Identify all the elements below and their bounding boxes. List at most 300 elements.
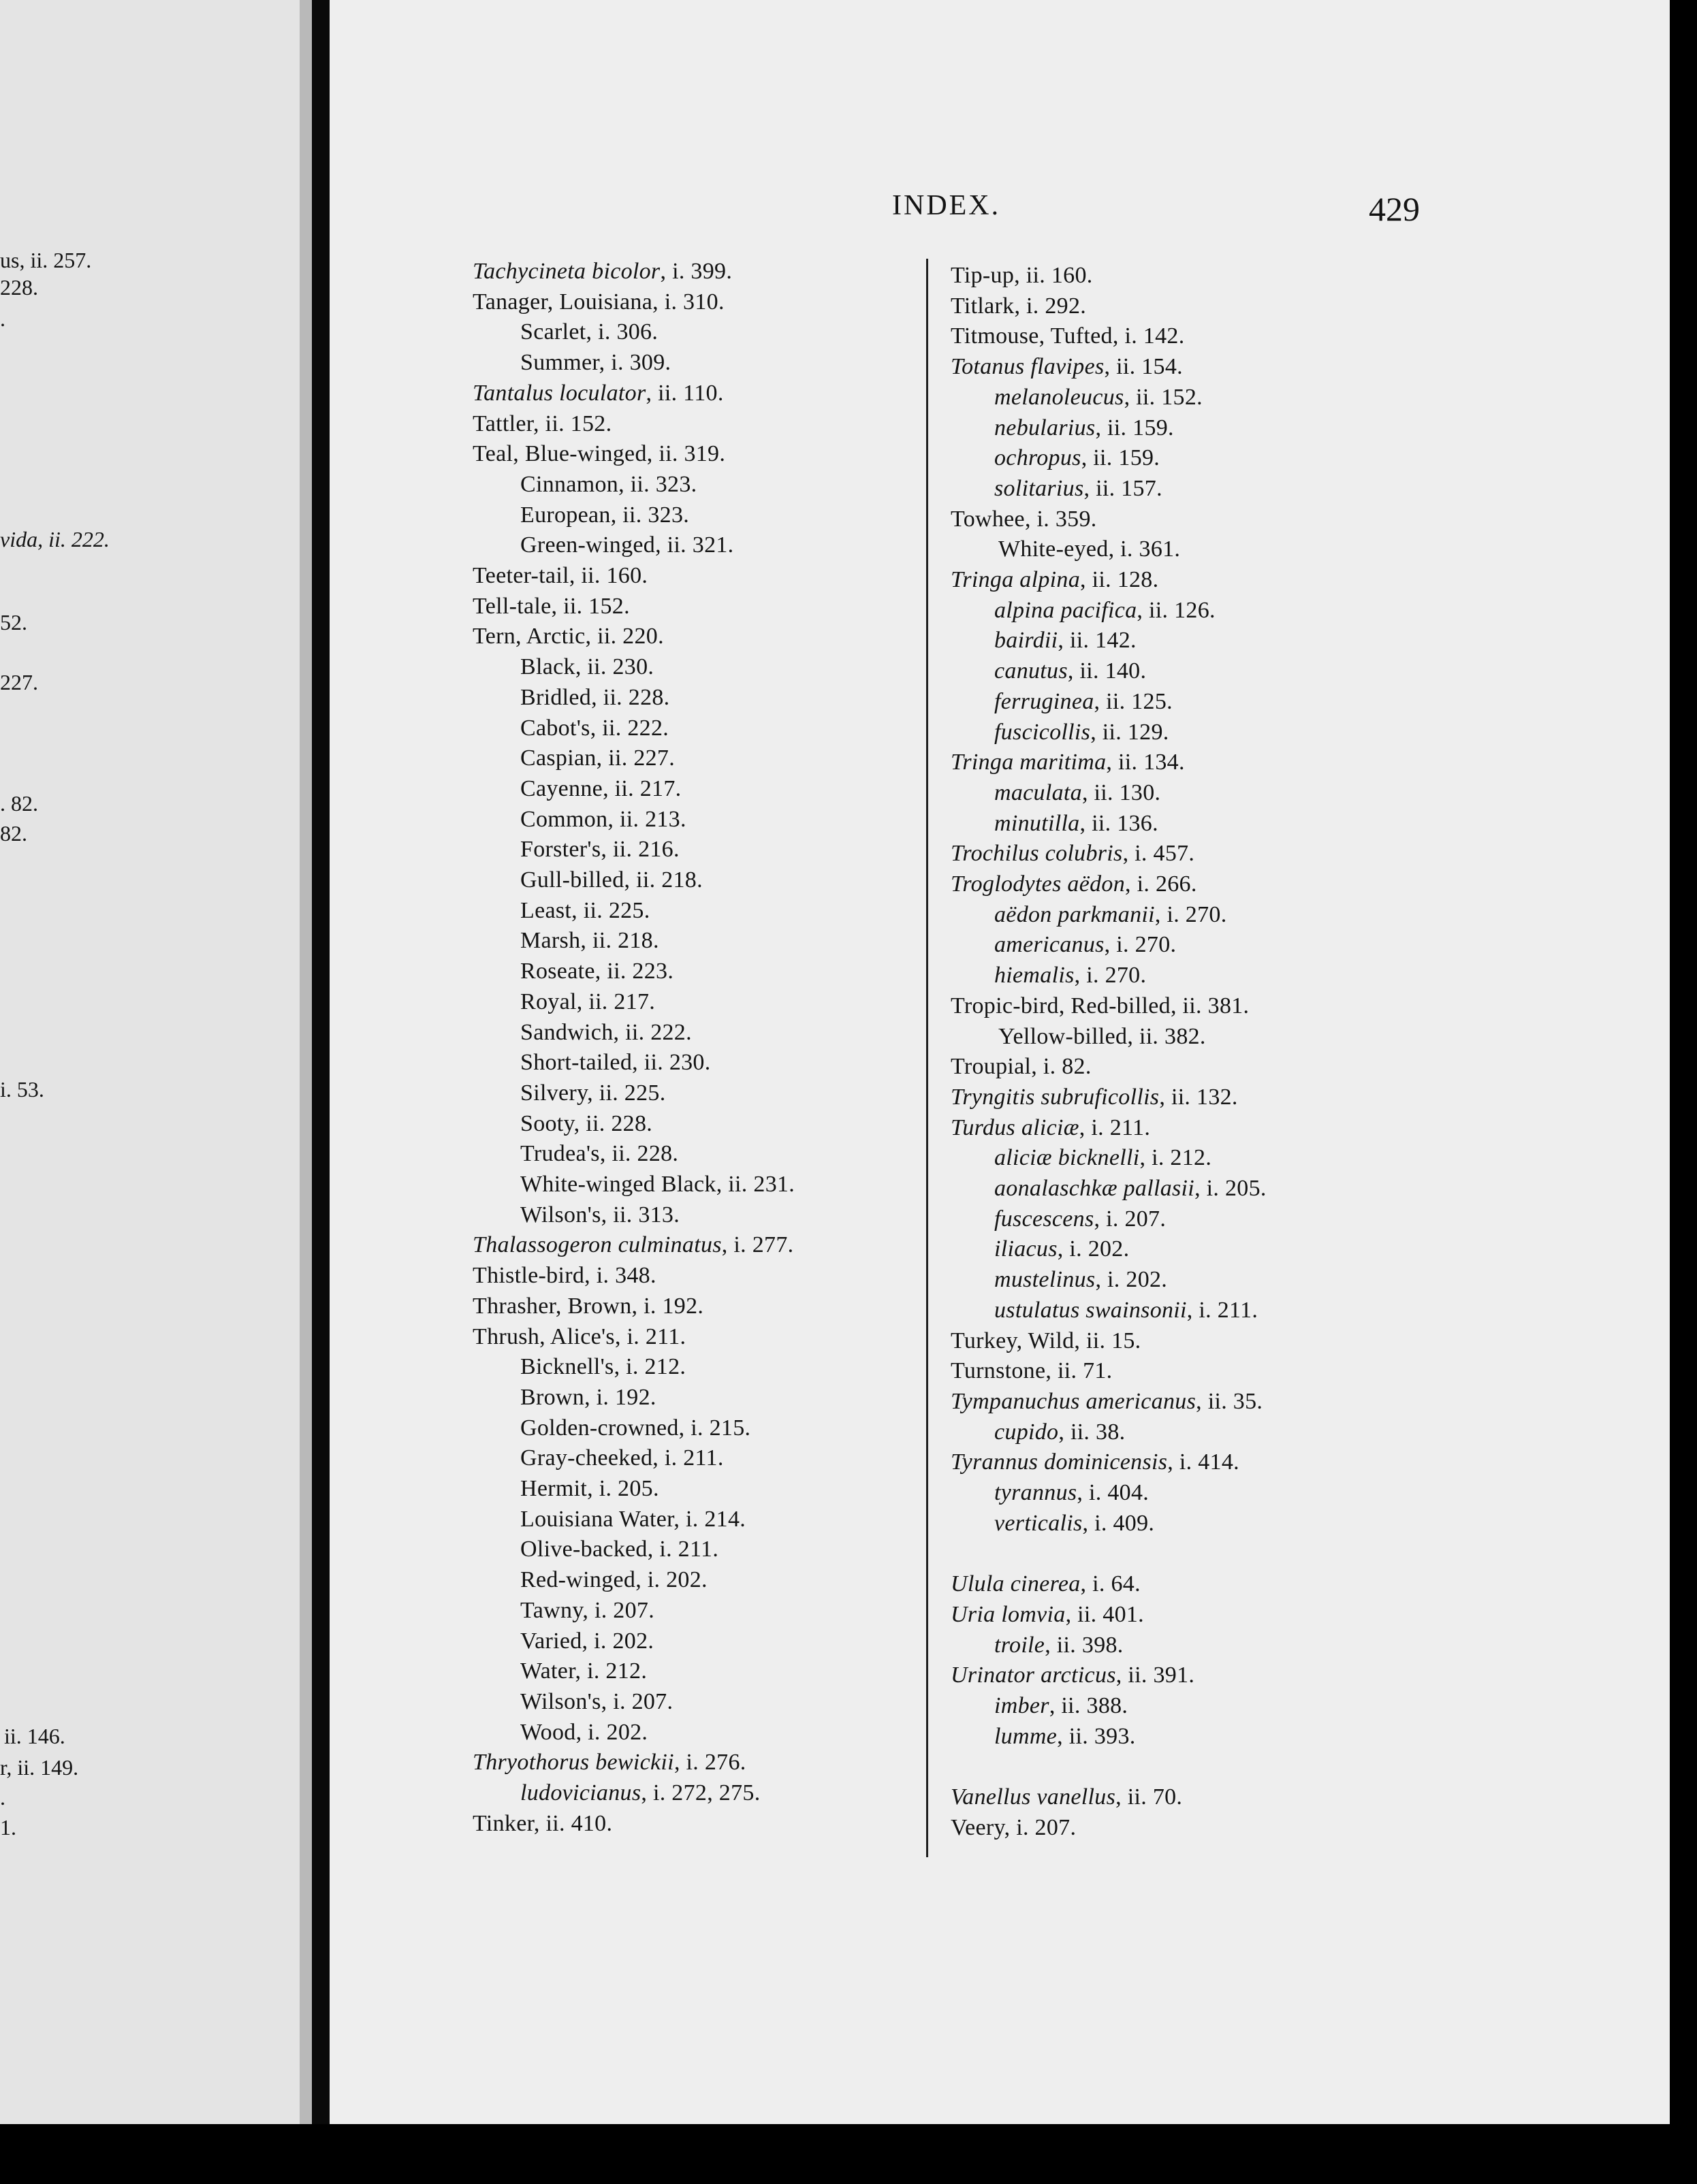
right-page	[330, 0, 1670, 2124]
index-entry	[473, 440, 725, 468]
index-entry-ref: , ii. 217.	[576, 989, 656, 1014]
index-entry-name: Tern, Arctic	[473, 624, 586, 649]
index-entry-name: Bicknell's	[520, 1354, 614, 1380]
index-entry	[994, 1296, 1258, 1325]
index-entry-name: Cinnamon	[520, 471, 619, 497]
index-entry-ref: , ii. 225.	[571, 897, 650, 923]
index-entry-ref: , ii. 323.	[618, 471, 697, 497]
index-entry-name: Turkey, Wild	[951, 1328, 1075, 1353]
index-entry-ref: , ii. 110.	[646, 380, 724, 406]
index-entry-ref: , ii. 228.	[599, 1141, 679, 1167]
index-entry-name: Ulula cinerea	[951, 1571, 1081, 1597]
index-entry-name: nebularius	[994, 415, 1096, 440]
left-page-fragment: r, ii. 149.	[0, 1755, 79, 1780]
index-entry	[520, 1444, 724, 1473]
index-entry	[520, 1779, 761, 1808]
gutter	[312, 0, 330, 2124]
index-entry-name: Tryngitis subruficollis	[951, 1084, 1160, 1110]
index-entry	[520, 1048, 711, 1077]
index-entry	[520, 1566, 708, 1594]
index-entry-ref: , i. 276.	[673, 1750, 746, 1776]
index-entry	[520, 957, 673, 986]
index-entry	[951, 353, 1183, 381]
index-entry-ref: , ii. 230.	[575, 654, 654, 680]
index-entry	[998, 535, 1180, 564]
index-entry-name: Louisiana Water	[520, 1506, 674, 1532]
index-entry-ref: , ii. 152.	[551, 593, 630, 619]
index-entry-ref: , i. 212.	[614, 1354, 686, 1380]
index-entry	[473, 1231, 793, 1259]
index-entry	[520, 1201, 680, 1230]
index-entry-name: fuscescens	[994, 1206, 1094, 1232]
left-page	[0, 0, 306, 2124]
index-entry-name: Tachycineta bicolor	[473, 259, 661, 284]
index-entry-ref: , ii. 160.	[1014, 263, 1093, 288]
index-entry	[994, 688, 1173, 716]
index-entry	[473, 1748, 746, 1777]
index-entry	[520, 470, 697, 499]
index-entry-name: Sooty	[520, 1110, 574, 1136]
index-entry	[520, 897, 650, 925]
index-entry-ref: , i. 192.	[584, 1384, 656, 1410]
index-entry-name: Roseate	[520, 959, 595, 984]
index-entry-name: Wilson's	[520, 1202, 601, 1227]
column-divider	[926, 259, 928, 1857]
index-entry-name: Black	[520, 654, 575, 680]
index-entry	[951, 748, 1185, 777]
index-entry	[951, 1083, 1238, 1112]
index-entry	[520, 1353, 686, 1381]
index-entry-ref: , i. 211.	[614, 1323, 686, 1349]
index-entry-name: fuscicollis	[994, 719, 1091, 745]
index-entry	[520, 805, 686, 834]
index-entry	[473, 1262, 656, 1290]
index-entry-name: Thryothorus bewickii	[473, 1750, 674, 1776]
index-entry-ref: , ii. 391.	[1115, 1663, 1195, 1688]
index-entry-ref: , i. 215.	[678, 1415, 751, 1441]
index-entry-ref: , ii. 222.	[613, 1019, 692, 1045]
index-entry-ref: , ii. 159.	[1095, 415, 1174, 440]
index-entry-ref: , ii. 401.	[1065, 1601, 1144, 1627]
index-entry	[994, 779, 1160, 807]
index-entry-name: Tip-up	[951, 263, 1015, 288]
index-entry	[520, 1535, 718, 1564]
index-entry	[520, 1079, 666, 1108]
index-entry	[951, 1661, 1194, 1690]
index-entry	[951, 1053, 1092, 1081]
index-entry	[951, 261, 1093, 290]
index-entry	[951, 1814, 1076, 1842]
index-entry-ref: , ii. 160.	[569, 563, 648, 588]
index-entry-name: Thrasher, Brown	[473, 1293, 632, 1319]
index-entry-ref: , i. 207.	[601, 1688, 673, 1714]
index-entry	[951, 322, 1185, 351]
index-entry	[473, 592, 630, 621]
index-entry	[994, 1722, 1136, 1751]
index-entry-name: alpina pacifica	[994, 597, 1137, 623]
index-entry-name: Wilson's	[520, 1688, 601, 1714]
index-entry-ref: , i. 277.	[721, 1232, 794, 1258]
page-number: 429	[1369, 190, 1420, 228]
index-entry	[994, 1205, 1166, 1234]
index-entry-name: Titlark	[951, 293, 1015, 319]
index-entry-ref: , ii. 128.	[1080, 567, 1159, 592]
index-entry-name: solitarius	[994, 475, 1084, 501]
index-entry	[951, 839, 1194, 868]
index-entry-name: Uria lomvia	[951, 1601, 1066, 1627]
left-page-fragment: .	[0, 1785, 5, 1810]
index-entry-ref: , ii. 152.	[1124, 384, 1203, 410]
index-entry-ref: , ii. 388.	[1049, 1692, 1128, 1718]
left-page-fragment: i. 53.	[0, 1077, 44, 1102]
index-entry	[994, 961, 1146, 990]
index-entry-ref: , ii. 152.	[533, 411, 612, 436]
index-entry	[473, 288, 725, 317]
index-entry-name: Thistle-bird	[473, 1263, 585, 1289]
index-entry	[473, 1292, 703, 1321]
index-entry	[520, 349, 671, 377]
left-page-fragment: 82.	[0, 821, 27, 846]
index-entry-name: americanus	[994, 932, 1105, 958]
index-entry-ref: , ii. 130.	[1081, 780, 1161, 805]
index-entry-name: lumme	[994, 1723, 1058, 1749]
index-entry	[520, 1110, 652, 1138]
index-entry-name: aonalaschkæ pallasii	[994, 1176, 1195, 1201]
index-entry-ref: , i. 266.	[1125, 871, 1197, 897]
index-entry-ref: , ii. 222.	[590, 715, 669, 741]
index-entry-ref: , ii. 382.	[1127, 1023, 1206, 1049]
index-entry	[994, 809, 1158, 838]
index-entry-ref: , ii. 220.	[585, 624, 664, 649]
index-entry-ref: , ii. 136.	[1079, 810, 1158, 836]
index-entry-name: Urinator arcticus	[951, 1663, 1116, 1688]
index-entry	[994, 1479, 1149, 1507]
index-entry-ref: , i. 207.	[582, 1597, 654, 1623]
index-entry-name: troile	[994, 1632, 1045, 1658]
index-entry-ref: , ii. 225.	[587, 1080, 666, 1106]
index-entry	[994, 1692, 1128, 1720]
index-entry-name: bairdii	[994, 628, 1058, 654]
index-entry	[994, 626, 1137, 655]
index-entry	[951, 1114, 1150, 1142]
left-page-fragment: us, ii. 257.	[0, 248, 92, 272]
index-entry-name: Wood	[520, 1719, 576, 1745]
left-page-fragment: 228.	[0, 275, 38, 300]
index-entry-name: Thrush, Alice's	[473, 1323, 615, 1349]
index-entry-ref: , i. 211.	[1079, 1114, 1151, 1140]
index-entry-ref: , i. 211.	[652, 1445, 724, 1471]
index-entry-ref: , i. 202.	[575, 1719, 648, 1745]
index-entry	[520, 1140, 678, 1168]
index-entry-name: Common	[520, 806, 608, 832]
index-entry-ref: , ii. 132.	[1159, 1084, 1238, 1110]
index-entry	[520, 1688, 673, 1716]
index-entry	[951, 1327, 1141, 1355]
index-entry	[520, 1627, 654, 1656]
index-entry-name: Sandwich	[520, 1019, 614, 1045]
index-entry	[473, 410, 612, 438]
index-entry-ref: , i. 205.	[1194, 1176, 1267, 1201]
index-entry-name: Olive-backed	[520, 1537, 648, 1562]
index-entry-ref: , ii. 159.	[1081, 445, 1160, 471]
index-entry-ref: , i. 310.	[652, 289, 725, 315]
index-entry-name: Silvery	[520, 1080, 588, 1106]
index-entry-ref: , i. 399.	[660, 259, 733, 284]
index-entry-ref: , ii. 217.	[603, 775, 682, 801]
index-entry-name: Hermit	[520, 1476, 588, 1501]
index-entry-name: Cayenne	[520, 775, 603, 801]
index-entry-ref: , ii. 125.	[1094, 688, 1173, 714]
index-entry-ref: , i. 270.	[1154, 901, 1227, 927]
index-entry	[520, 714, 669, 743]
index-entry-ref: , ii. 129.	[1090, 719, 1169, 745]
index-entry	[473, 1810, 612, 1838]
index-entry-name: minutilla	[994, 810, 1080, 836]
index-entry-ref: , ii. 230.	[632, 1050, 711, 1076]
index-entry-ref: , ii. 15.	[1074, 1328, 1141, 1353]
index-entry-name: Tell-tale	[473, 593, 552, 619]
index-entry-ref: , ii. 216.	[601, 837, 680, 863]
index-entry-ref: , ii. 213.	[607, 806, 686, 832]
index-entry	[994, 718, 1169, 747]
index-entry-ref: , ii. 319.	[646, 441, 726, 467]
index-entry-ref: , i. 270.	[1104, 932, 1177, 958]
index-entry-name: Water	[520, 1658, 575, 1684]
index-entry	[994, 901, 1227, 929]
index-entry-ref: , ii. 38.	[1058, 1419, 1126, 1445]
index-entry-ref: , ii. 140.	[1067, 658, 1147, 684]
index-entry-name: Veery	[951, 1814, 1004, 1840]
index-entry-name: Tyrannus dominicensis	[951, 1449, 1168, 1475]
left-page-fragment: 227.	[0, 670, 38, 694]
index-entry-name: mustelinus	[994, 1267, 1096, 1293]
index-entry-name: hiemalis	[994, 963, 1075, 989]
running-head: INDEX.	[892, 190, 1001, 221]
index-entry-ref: , i. 214.	[673, 1506, 746, 1532]
index-entry-name: Summer	[520, 350, 599, 376]
index-entry-name: Teeter-tail	[473, 563, 569, 588]
index-entry-ref: , ii. 228.	[591, 684, 670, 710]
index-entry-name: ochropus	[994, 445, 1081, 471]
index-entry-name: Least	[520, 897, 572, 923]
index-entry-name: aliciæ bicknelli	[994, 1145, 1140, 1171]
left-page-fragment: .	[0, 306, 5, 331]
index-entry-ref: , i. 212.	[575, 1658, 648, 1684]
index-entry-name: Tawny	[520, 1597, 583, 1623]
index-entry-ref: , i. 192.	[631, 1293, 704, 1319]
index-entry-ref: , ii. 157.	[1083, 475, 1162, 501]
index-entry-ref: , ii. 410.	[533, 1810, 613, 1836]
index-entry	[520, 1475, 659, 1503]
index-entry-name: Varied	[520, 1628, 582, 1654]
left-page-fragment: 52.	[0, 610, 27, 635]
index-entry-name: Tanager, Louisiana	[473, 289, 653, 315]
index-entry-ref: , i. 359.	[1024, 506, 1097, 532]
index-entry-name: Gray-cheeked	[520, 1445, 653, 1471]
index-entry-name: Marsh	[520, 928, 581, 954]
index-entry	[994, 1174, 1267, 1203]
index-entry	[994, 657, 1146, 686]
index-entry	[520, 653, 654, 681]
index-entry	[951, 870, 1197, 899]
index-entry	[994, 475, 1162, 503]
index-entry	[994, 414, 1174, 443]
index-entry	[520, 684, 670, 712]
index-entry-ref: , ii. 70.	[1115, 1784, 1183, 1810]
index-entry-name: White-winged Black	[520, 1172, 716, 1197]
index-entry	[473, 1323, 686, 1351]
index-entry	[520, 501, 689, 530]
index-entry	[520, 531, 733, 560]
index-entry-name: verticalis	[994, 1510, 1083, 1536]
index-entry	[994, 383, 1203, 412]
index-entry	[520, 1414, 750, 1443]
index-entry	[994, 596, 1216, 625]
index-entry-ref: , i. 292.	[1014, 293, 1087, 319]
index-entry	[473, 622, 664, 651]
index-entry-ref: , ii. 134.	[1106, 750, 1185, 775]
index-entry-name: Trochilus colubris	[951, 841, 1123, 867]
index-entry-name: Turnstone	[951, 1358, 1046, 1384]
index-entry-name: Gull-billed	[520, 867, 624, 893]
index-entry-name: Teal, Blue-winged	[473, 441, 647, 467]
index-entry-ref: , ii. 313.	[601, 1202, 680, 1227]
index-entry-name: Totanus flavipes	[951, 354, 1105, 380]
index-entry-ref: , i. 207.	[1004, 1814, 1077, 1840]
index-entry	[994, 1235, 1129, 1264]
index-entry-ref: , ii. 142.	[1058, 628, 1137, 654]
index-entry	[520, 775, 681, 803]
index-entry-name: Vanellus vanellus	[951, 1784, 1116, 1810]
index-entry	[951, 1601, 1144, 1629]
index-entry-ref: , ii. 154.	[1104, 354, 1183, 380]
index-entry-ref: , i. 414.	[1167, 1449, 1239, 1475]
index-entry-name: Brown	[520, 1384, 585, 1410]
index-entry-name: Trudea's	[520, 1141, 600, 1167]
index-entry	[520, 1718, 648, 1747]
index-entry	[520, 927, 659, 955]
index-entry-ref: , i. 82.	[1031, 1054, 1092, 1080]
index-entry-ref: , i. 361.	[1108, 536, 1181, 562]
index-entry-ref: , i. 212.	[1139, 1145, 1212, 1171]
index-entry-name: Thalassogeron culminatus	[473, 1232, 722, 1258]
index-entry	[951, 1357, 1112, 1385]
index-entry	[520, 866, 703, 895]
index-entry	[520, 1170, 795, 1199]
index-entry-ref: , ii. 223.	[594, 959, 674, 984]
index-entry	[473, 379, 724, 408]
index-entry	[951, 505, 1097, 534]
index-entry-ref: , i. 272, 275.	[641, 1780, 761, 1805]
index-entry-ref: , i. 409.	[1082, 1510, 1155, 1536]
index-entry-name: Green-winged	[520, 532, 656, 558]
index-entry	[520, 744, 675, 773]
index-entry-name: Tattler	[473, 411, 533, 436]
index-entry-name: Forster's	[520, 837, 601, 863]
index-entry-name: Short-tailed	[520, 1050, 633, 1076]
index-entry-ref: , i. 202.	[1095, 1267, 1168, 1293]
index-entry-ref: , ii. 228.	[573, 1110, 653, 1136]
index-entry-name: iliacus	[994, 1236, 1058, 1262]
index-entry-ref: , i. 64.	[1080, 1571, 1141, 1597]
index-entry-name: canutus	[994, 658, 1068, 684]
index-entry-name: maculata	[994, 780, 1082, 805]
index-entry-name: Tinker	[473, 1810, 534, 1836]
index-entry	[994, 1144, 1211, 1172]
index-entry-name: Red-winged	[520, 1567, 636, 1593]
index-entry	[520, 988, 655, 1016]
left-page-fragment: vida, ii. 222.	[0, 527, 110, 551]
index-entry	[994, 1509, 1154, 1538]
index-entry	[520, 1657, 647, 1686]
index-entry-ref: , i. 404.	[1077, 1480, 1149, 1505]
index-entry	[520, 1505, 746, 1534]
index-entry	[520, 318, 658, 347]
index-entry-ref: , i. 348.	[584, 1263, 656, 1289]
index-entry-ref: , ii. 398.	[1045, 1632, 1124, 1658]
index-entry-ref: , ii. 126.	[1137, 597, 1216, 623]
index-entry-ref: , ii. 323.	[610, 502, 690, 528]
index-entry	[994, 444, 1160, 472]
index-entry-ref: , ii. 393.	[1057, 1723, 1136, 1749]
index-entry	[951, 992, 1249, 1021]
index-entry	[520, 1596, 654, 1625]
index-entry	[951, 1783, 1182, 1812]
index-entry-ref: , i. 207.	[1094, 1206, 1167, 1232]
index-entry-ref: , i. 309.	[599, 350, 671, 376]
index-entry-ref: , i. 142.	[1112, 323, 1185, 349]
index-entry-name: ustulatus swainsonii	[994, 1297, 1187, 1323]
index-entry	[951, 1570, 1141, 1599]
index-entry-name: imber	[994, 1692, 1049, 1718]
index-entry-name: European	[520, 502, 611, 528]
index-entry	[951, 292, 1086, 321]
index-entry-ref: , ii. 321.	[655, 532, 734, 558]
index-entry-name: Yellow-billed	[998, 1023, 1128, 1049]
index-entry	[994, 1418, 1125, 1447]
index-entry-ref: , i. 202.	[1057, 1236, 1130, 1262]
index-entry-name: aëdon parkmanii	[994, 901, 1155, 927]
index-entry-name: ferruginea	[994, 688, 1094, 714]
index-entry-ref: , i. 202.	[635, 1567, 708, 1593]
index-entry-name: Tantalus loculator	[473, 380, 646, 406]
left-page-fragment: ii. 146.	[4, 1724, 65, 1748]
index-entry-ref: , i. 306.	[586, 319, 659, 345]
index-entry-name: Scarlet	[520, 319, 586, 345]
index-entry-name: Tympanuchus americanus	[951, 1388, 1196, 1414]
index-entry-name: Troupial	[951, 1054, 1032, 1080]
index-entry-name: Caspian	[520, 745, 597, 771]
index-entry-name: Troglodytes aëdon	[951, 871, 1125, 897]
index-entry	[998, 1023, 1206, 1051]
index-entry	[473, 562, 648, 590]
index-entry-name: Tropic-bird, Red-billed	[951, 993, 1171, 1018]
index-entry-name: ludovicianus	[520, 1780, 641, 1805]
index-entry-ref: , ii. 35.	[1196, 1388, 1263, 1414]
left-page-fragment: 1.	[0, 1815, 16, 1840]
index-entry	[994, 1266, 1167, 1294]
index-entry-ref: , i. 211.	[647, 1537, 719, 1562]
index-entry	[951, 566, 1158, 594]
index-entry-name: melanoleucus	[994, 384, 1124, 410]
index-entry-ref: , ii. 71.	[1045, 1358, 1113, 1384]
index-entry-name: Bridled	[520, 684, 592, 710]
index-entry-ref: , ii. 227.	[596, 745, 676, 771]
index-entry-name: Tringa alpina	[951, 567, 1081, 592]
index-entry-name: Golden-crowned	[520, 1415, 679, 1441]
index-entry-ref: , ii. 218.	[624, 867, 703, 893]
index-entry	[520, 835, 680, 864]
